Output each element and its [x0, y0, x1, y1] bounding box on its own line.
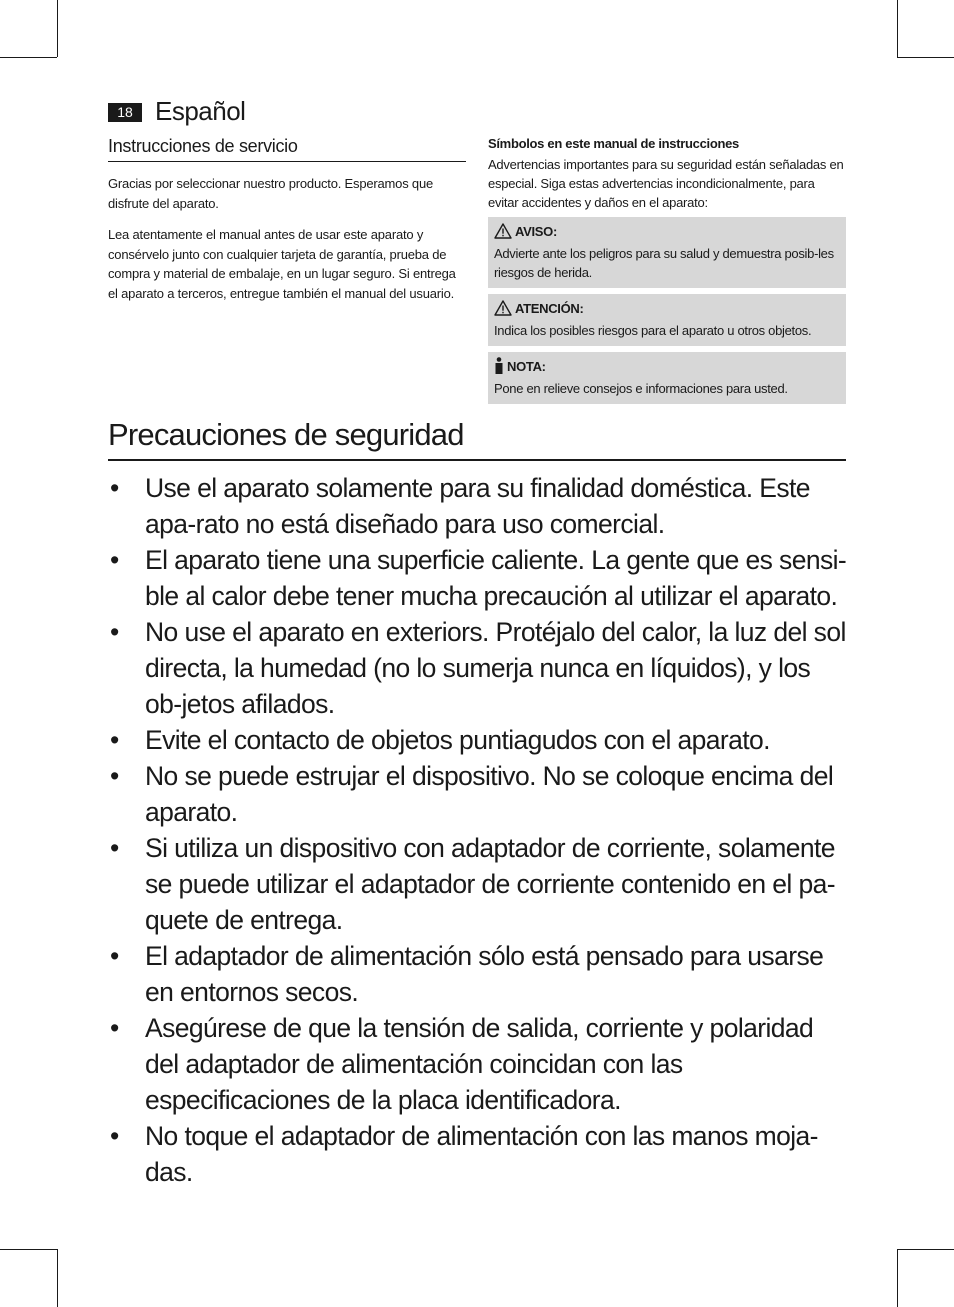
section-title: Precauciones de seguridad	[108, 417, 846, 461]
bullet-glyph: •	[110, 617, 119, 647]
notice-label: ATENCIÓN:	[515, 301, 584, 316]
notice-note	[488, 352, 846, 404]
list-item	[108, 722, 848, 758]
symbols-section	[488, 134, 846, 404]
list-item	[108, 470, 848, 542]
list-item-text: No se puede estrujar el dispositivo. No se coloque encima del aparato.	[145, 761, 834, 827]
service-instructions	[108, 134, 466, 303]
list-item-text: El aparato tiene una superficie caliente. La gente que es sensi-ble al calor debe tener mucha precaución al utilizar el aparato.	[145, 545, 847, 611]
list-item	[108, 758, 848, 830]
list-item	[108, 1118, 848, 1190]
list-item-text: No use el aparato en exteriors. Protéjalo del calor, la luz del sol directa, la humedad (no lo sumerja nunca en líquidos), y los ob-jetos afilados.	[145, 617, 846, 719]
warning-triangle-icon	[494, 300, 512, 321]
warning-triangle-icon	[494, 223, 512, 244]
crop-mark	[897, 1249, 898, 1307]
crop-mark	[0, 57, 57, 58]
notice-label: NOTA:	[507, 359, 546, 374]
list-item-text: No toque el adaptador de alimentación con las manos moja-das.	[145, 1121, 818, 1187]
page-number: 18	[108, 103, 142, 122]
crop-mark	[897, 0, 898, 57]
crop-mark	[0, 1249, 57, 1250]
bullet-glyph: •	[110, 725, 119, 755]
service-instructions-title: Instrucciones de servicio	[108, 134, 466, 162]
bullet-glyph: •	[110, 941, 119, 971]
list-item-text: Si utiliza un dispositivo con adaptador de corriente, solamente se puede utilizar el adaptador de corriente contenido en el pa-quete de entrega.	[145, 833, 835, 935]
bullet-glyph: •	[110, 473, 119, 503]
bullet-glyph: •	[110, 1013, 119, 1043]
list-item-text: Use el aparato solamente para su finalidad doméstica. Este apa-rato no está diseñado para uso comercial.	[145, 473, 810, 539]
crop-mark	[57, 0, 58, 57]
list-item	[108, 542, 848, 614]
bullet-glyph: •	[110, 1121, 119, 1151]
notice-caution	[488, 294, 846, 346]
paragraph: Gracias por seleccionar nuestro producto. Esperamos que disfrute del aparato.	[108, 176, 434, 211]
symbols-intro: Advertencias importantes para su seguridad están señaladas en especial. Siga estas advertencias incondicionalmente, para evitar accidentes y daños en el aparato:	[488, 157, 844, 210]
bullet-glyph: •	[110, 761, 119, 791]
language-heading: Español	[155, 96, 246, 126]
list-item-text: El adaptador de alimentación sólo está pensado para usarse en entornos secos.	[145, 941, 824, 1007]
info-icon	[494, 357, 504, 379]
list-item	[108, 614, 848, 722]
crop-mark	[897, 1249, 954, 1250]
bullet-glyph: •	[110, 545, 119, 575]
list-item-text: Evite el contacto de objetos puntiagudos con el aparato.	[145, 725, 770, 755]
crop-mark	[897, 57, 954, 58]
notice-warning	[488, 217, 846, 288]
paragraph: Lea atentamente el manual antes de usar este aparato y consérvelo junto con cualquier tarjeta de garantía, prueba de compra y material de embalaje, en un lugar seguro. Si entrega el aparato a terceros, entregue también el manual del usuario.	[108, 227, 456, 301]
safety-list	[108, 470, 848, 1190]
notice-label: AVISO:	[515, 224, 558, 239]
list-item	[108, 830, 848, 938]
list-item-text: Asegúrese de que la tensión de salida, corriente y polaridad del adaptador de alimentación coincidan con las especificaciones de la placa identificadora.	[145, 1013, 814, 1115]
crop-mark	[57, 1249, 58, 1307]
notice-text: Indica los posibles riesgos para el aparato u otros objetos.	[494, 323, 812, 338]
notice-text: Pone en relieve consejos e informaciones para usted.	[494, 381, 788, 396]
symbols-title: Símbolos en este manual de instrucciones	[488, 136, 739, 151]
list-item	[108, 938, 848, 1010]
list-item	[108, 1010, 848, 1118]
bullet-glyph: •	[110, 833, 119, 863]
notice-text: Advierte ante los peligros para su salud y demuestra posib-les riesgos de herida.	[494, 246, 834, 280]
